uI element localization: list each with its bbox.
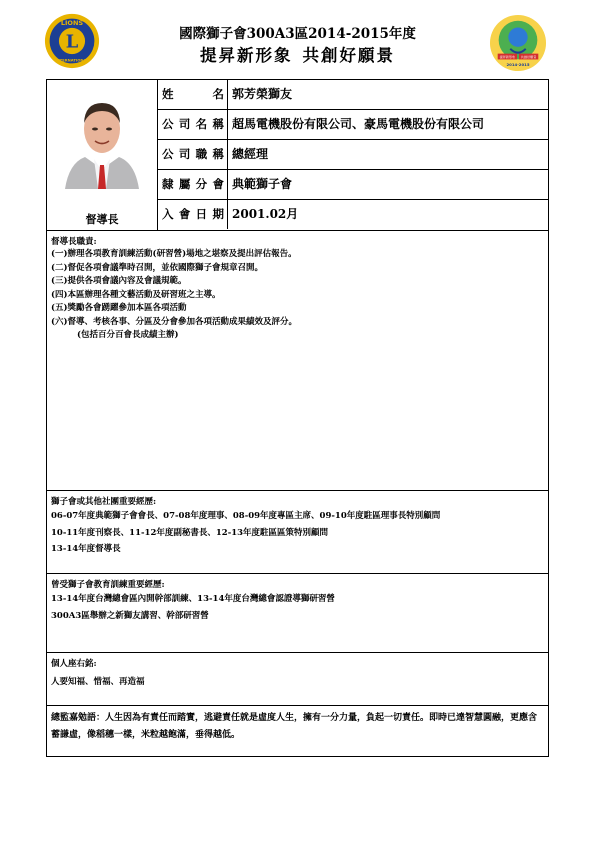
governor-remarks-section <box>47 706 548 756</box>
district-year-title: 國際獅子會300A3區2014-2015年度 <box>179 26 416 42</box>
duties-section <box>47 231 548 491</box>
training-title: 曾受獅子會教育訓練重要經歷: <box>51 580 165 590</box>
club-row <box>158 170 548 200</box>
district-theme-logo <box>489 14 547 72</box>
experience-line: 06-07年度典範獅子會會長、07-08年度理事、08-09年度專區主席、09-10年度駐區理事長特別顧問 <box>51 511 441 521</box>
profile-form <box>46 79 549 757</box>
duty-item: (一)辦理各項教育訓練活動(研習營)場地之堪察及提出評估報告。 <box>51 249 297 259</box>
club-value: 典範獅子會 <box>232 177 293 191</box>
profile-header-block <box>47 80 548 231</box>
motto-section <box>47 653 548 706</box>
job-title-row <box>158 140 548 170</box>
member-portrait-photo <box>61 85 143 189</box>
duty-item: (六)督導、考核各事、分區及分會參加各項活動成果績效及評分。 <box>51 316 298 327</box>
experience-title: 獅子會或其他社團重要經歷: <box>51 497 157 507</box>
job-title-label: 公司職稱 <box>158 140 228 169</box>
company-label: 公司名稱 <box>158 110 228 139</box>
experience-line: 13-14年度督導長 <box>51 544 121 554</box>
company-row <box>158 110 548 140</box>
member-role: 督導長 <box>85 213 119 226</box>
page-header <box>0 0 595 76</box>
duty-note: (包括百分百會長成績主辦) <box>77 330 179 340</box>
motto-text: 人要知福、惜福、再造福 <box>51 677 145 687</box>
photo-cell <box>47 80 158 230</box>
training-line: 300A3區舉辦之新獅友講習、幹部研習營 <box>51 610 209 621</box>
svg-text:共創好願景: 共創好願景 <box>520 54 537 59</box>
duty-item: (四)本區辦理各種文藝活動及研習班之主導。 <box>51 289 221 300</box>
club-label: 隸屬分會 <box>158 170 228 199</box>
motto-title: 個人座右銘: <box>51 659 97 669</box>
duty-item: (二)督促各項會議準時召開，並依國際獅子會規章召開。 <box>51 262 264 273</box>
experience-section <box>47 491 548 574</box>
duty-item: (五)獎勵各會踴躍參加本區各項活動 <box>51 303 187 313</box>
svg-text:INTERNATIONAL: INTERNATIONAL <box>55 58 89 63</box>
svg-text:提昇新形象: 提昇新形象 <box>499 54 516 59</box>
join-date-value: 2001.02月 <box>232 207 299 221</box>
slogan-title: 提昇新形象 共創好願景 <box>200 46 395 65</box>
svg-text:2014-2015: 2014-2015 <box>506 62 530 68</box>
name-label: 姓名 <box>158 80 228 109</box>
duties-title: 督導長職責: <box>51 237 97 247</box>
governor-remarks-text: 總監嘉勉語：人生因為有責任而踏實，逃避責任就是虛度人生，擁有一分力量，負起一切責任。即時已達智慧圓融，更應含蓄謙虛，像稻穗一樣，米粒越飽滿，垂得越低。 <box>51 713 538 740</box>
duty-item: (三)提供各項會議內容及會議規範。 <box>51 276 187 286</box>
svg-text:L: L <box>65 31 79 53</box>
experience-line: 10-11年度刊察長、11-12年度副秘書長、12-13年度駐區區策特別顧問 <box>51 527 329 538</box>
job-title-value: 總經理 <box>232 147 269 161</box>
join-date-label: 入會日期 <box>158 200 228 229</box>
join-date-row <box>158 200 548 230</box>
svg-text:LIONS: LIONS <box>60 19 84 28</box>
training-section <box>47 574 548 653</box>
company-value: 超馬電機股份有限公司、豪馬電機股份有限公司 <box>232 117 485 131</box>
training-line: 13-14年度台灣總會區內開幹部訓練、13-14年度台灣總會認證導獅研習營 <box>51 594 335 604</box>
name-value: 郭芳榮獅友 <box>232 87 293 101</box>
name-row <box>158 80 548 110</box>
